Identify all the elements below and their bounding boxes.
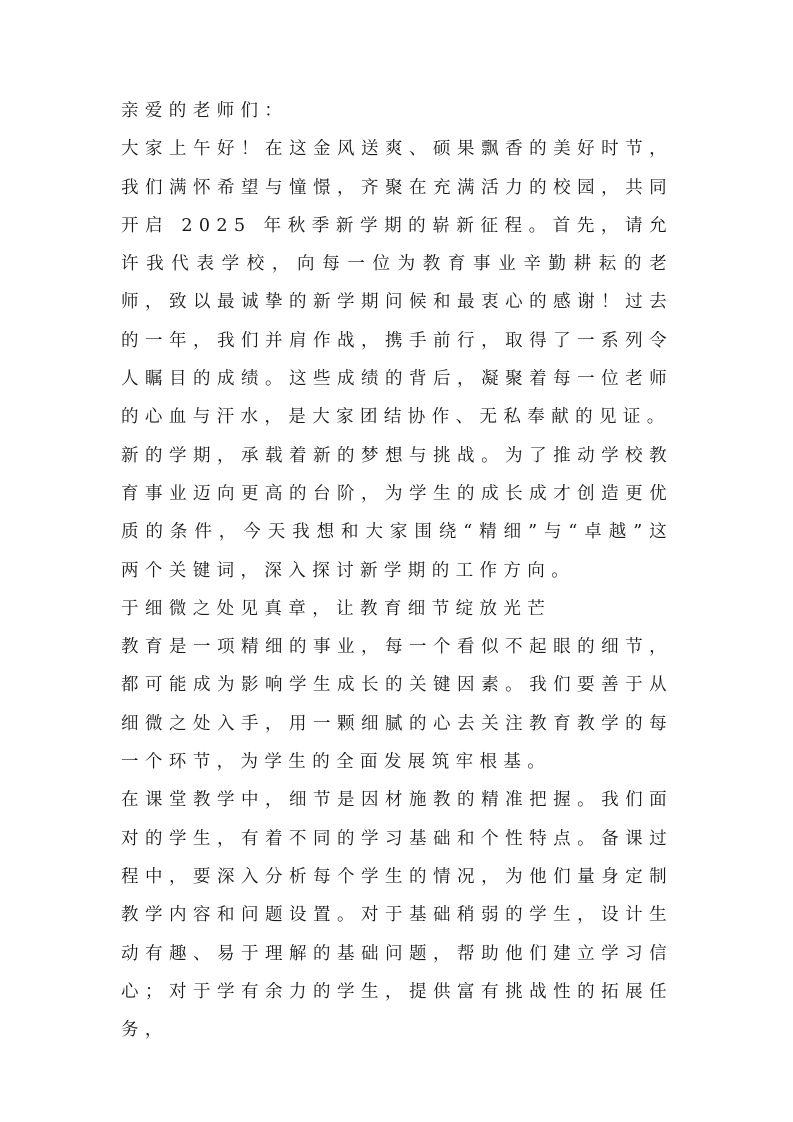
- salutation: 亲爱的老师们：: [121, 101, 289, 121]
- paragraph-details: 教育是一项精细的事业，每一个看似不起眼的细节，都可能成为影响学生成长的关键因素。我们要善于从细微之处入手，用一颗细腻的心去关注教育教学的每一个环节，为学生的全面发展筑牢根基。: [121, 637, 673, 773]
- paragraph-new-semester: 新的学期，承载着新的梦想与挑战。为了推动学校教育事业迈向更高的台阶，为学生的成长成才创造更优质的条件，今天我想和大家围绕“精细”与“卓越”这两个关键词，深入探讨新学期的工作方向。: [121, 445, 673, 581]
- paragraph-classroom: 在课堂教学中，细节是因材施教的精准把握。我们面对的学生，有着不同的学习基础和个性特点。备课过程中，要深入分析每个学生的情况，为他们量身定制教学内容和问题设置。对于基础稍弱的学生，设计生动有趣、易于理解的基础问题，帮助他们建立学习信心；对于学有余力的学生，提供富有挑战性的拓展任务，: [121, 790, 673, 1041]
- section-heading: 于细微之处见真章，让教育细节绽放光芒: [121, 598, 552, 619]
- paragraph-opening: 大家上午好！在这金风送爽、硕果飘香的美好时节，我们满怀希望与憧憬，齐聚在充满活力的校园，共同开启 2025 年秋季新学期的崭新征程。首先，请允许我代表学校，向每一位为教育事业辛勤耕耘的老师，致以最诚挚的新学期问候和最衷心的感谢！过去的一年，我们并肩作战，携手前行，取得了一系列令人瞩目的成绩。这些成绩的背后，凝聚着每一位老师的心血与汗水，是大家团结协作、无私奉献的见证。: [121, 139, 673, 428]
- document-page: [121, 92, 673, 1049]
